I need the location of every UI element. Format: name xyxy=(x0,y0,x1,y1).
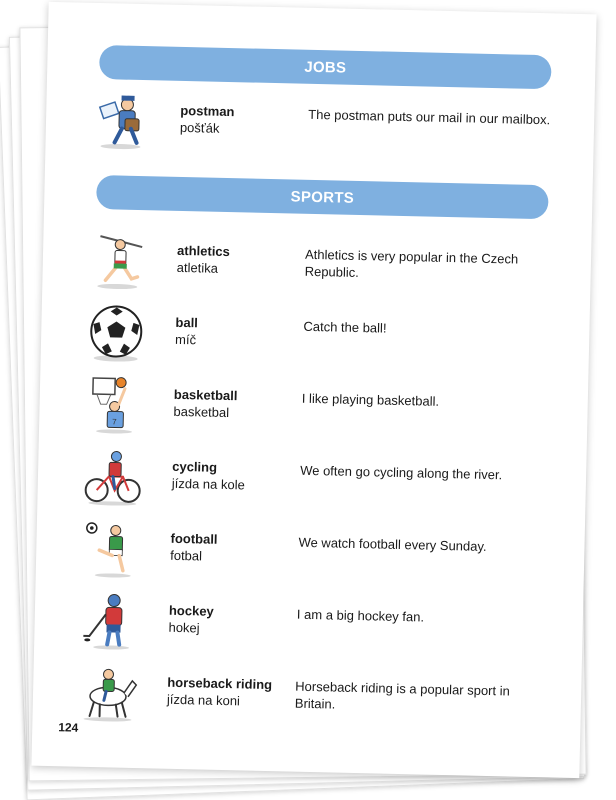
athletics-icon xyxy=(86,229,149,292)
cycling-icon xyxy=(81,445,144,508)
vocab-entry-horseback-riding xyxy=(76,661,557,738)
vocab-translation: atletika xyxy=(176,259,219,276)
sports-header: SPORTS xyxy=(96,175,549,219)
vocab-translation: jízda na kole xyxy=(171,475,245,493)
vocab-translation: hokej xyxy=(168,619,200,636)
vocab-sentence: I am a big hockey fan. xyxy=(296,606,425,625)
horseback-riding-icon xyxy=(76,661,139,724)
hockey-icon xyxy=(78,589,141,652)
vocab-entry-cycling xyxy=(81,445,562,522)
svg-text:7: 7 xyxy=(112,417,117,427)
basketball-icon xyxy=(83,373,146,436)
vocab-entry-ball xyxy=(84,301,565,378)
vocab-word: football xyxy=(170,530,218,547)
vocab-translation: pošťák xyxy=(179,119,220,136)
vocab-translation: fotbal xyxy=(170,547,203,564)
vocab-sentence: The postman puts our mail in our mailbox. xyxy=(308,106,551,128)
vocab-sentence: Athletics is very popular in the Czech Republic. xyxy=(304,246,519,280)
football-icon xyxy=(80,517,143,580)
vocab-entry-football xyxy=(80,517,561,594)
vocab-entry-postman xyxy=(89,89,570,166)
vocab-word: athletics xyxy=(176,242,231,260)
page-number: 124 xyxy=(58,720,79,735)
vocab-translation: basketbal xyxy=(173,403,230,421)
vocab-word: cycling xyxy=(172,458,218,475)
vocab-word: horseback riding xyxy=(167,674,273,693)
vocab-word: ball xyxy=(175,314,199,331)
vocab-word: postman xyxy=(180,102,235,120)
vocab-word: basketball xyxy=(173,386,238,404)
vocabulary-page xyxy=(31,2,596,778)
vocab-sentence: We often go cycling along the river. xyxy=(300,462,503,483)
vocab-translation: jízda na koni xyxy=(166,691,241,709)
vocab-entry-athletics xyxy=(86,229,567,306)
vocab-entry-hockey xyxy=(78,589,559,666)
ball-icon xyxy=(85,301,148,364)
jobs-header: JOBS xyxy=(99,45,552,89)
vocab-entry-basketball xyxy=(83,373,564,450)
vocab-sentence: I like playing basketball. xyxy=(301,390,440,409)
vocab-sentence: Horseback riding is a popular sport in Britain. xyxy=(294,678,511,712)
postman-icon xyxy=(89,89,152,152)
vocab-sentence: Catch the ball! xyxy=(303,318,387,336)
vocab-translation: míč xyxy=(174,331,197,348)
vocab-sentence: We watch football every Sunday. xyxy=(298,534,487,554)
vocab-word: hockey xyxy=(168,602,214,619)
